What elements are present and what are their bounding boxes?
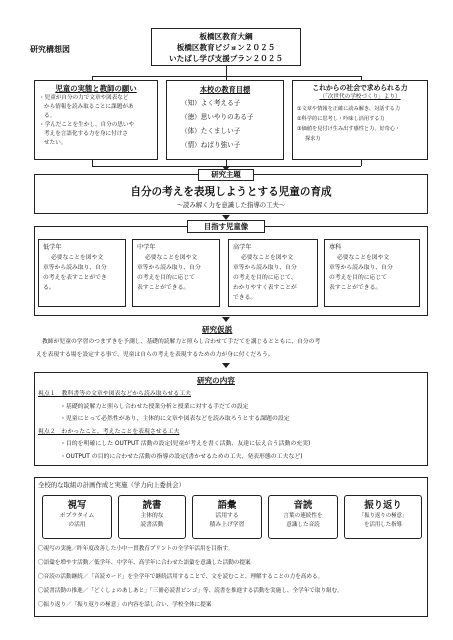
- school-plan-title: 全校的な取組の計画作成と実施（学力向上委員会）: [38, 481, 185, 489]
- school-goals-list: （知）よく考える子 （徳）思いやりのある子 （体）たくましい子 （情）ねばり強い子: [181, 99, 254, 149]
- children-status-title: 児童の実態と教師の願い: [55, 84, 137, 93]
- plan-card-transcription: 視写 ポプラタイム の活用: [42, 495, 112, 539]
- research-theme-label: 研究主題: [198, 169, 254, 181]
- school-plan-bullets: 〇視写の実施／昨年度改善した小中一貫教育プリントの全学年活用を目指す。 〇語彙を増やす活動／低学年、中学年、高学年に合わせた語彙を意識した活動の提案 〇音読の活動継続／「音読カード」を全学年で継続活用することで、文を読むこと、理解することの力を高める。 〇読書活動の推進／「どくしょのあしあと」「三冊必読書ビンゴ」等、読書を推進する活動を実施し、全学年で取り組む。 〇振り返り／「振り返りの極意」の内容を話し合い、学校全体に提案: [38, 546, 343, 608]
- future-skills-subtitle: （「次世代の学校づくり」より）: [319, 94, 401, 100]
- plan-card-vocabulary: 語彙 活用する 積み上げ学習: [192, 495, 262, 539]
- point1-title: 視点１ 教科書等の文章や図表などから読み取らせる工夫: [38, 391, 191, 397]
- grade-label: 低学年: [43, 244, 62, 251]
- policy-line-2: 板橋区教育ビジョン２０２５: [176, 43, 276, 52]
- future-skills-box: [292, 80, 428, 160]
- page-title: 研究構想図: [30, 45, 70, 54]
- future-skills-title: これからの社会で求められる力: [312, 84, 408, 92]
- target-column-lower: 低学年 必要なことを図や文 章等から読み取り、自分 の考えを表すことができ る。: [38, 239, 126, 307]
- grade-label: 高学年: [233, 244, 252, 251]
- point2-title: 視点２ わかったこと、考えたことを表現させる工夫: [38, 428, 180, 435]
- grade-label: 中学年: [137, 244, 156, 251]
- school-goals-title: 本校の教育目標: [199, 85, 251, 94]
- policy-line-1: 板橋区教育大綱: [199, 32, 253, 41]
- target-column-middle: 中学年 必要なことを図や文 章等から読み取り、自分 の考えを目的に応じて 表すことができる。: [132, 239, 220, 307]
- target-column-upper: 高学年 必要なことを図や文 章等から読み取り、自分 の考えを目的に応じて、 わかりやすく表すことが できる。: [228, 239, 318, 307]
- future-skills-list: ①文章や情報を正確に読み解き、対話する力 ②科学的に思考し・吟味し活用する力 ③価値を見付け生み出す感性と力、好奇心・ 探求力: [297, 106, 401, 142]
- policy-line-3: いたばし学び支援プラン２０２５: [169, 54, 283, 63]
- research-content-points: 視点１ 教科書等の文章や図表などから読み取らせる工夫 ・基礎的読解力と照らし合わせた授業分析と授業に対する手だての設定 ・児童にとって必然性があり、主体的に文章や図表などを読み取ろうとする課題の設定 視点２ わかったこと、考えたことを表現させる工夫 ・目的を明確にした OUTPUT 活動の設定(児童が考えを書く活動、友達に伝え合う活動の充実) ・OUTPUT の目的に合わせた活動の指導の設定(書かせるための工夫、発表形態の工夫など): [38, 388, 426, 463]
- grade-label: 専科: [329, 244, 342, 251]
- school-goals-box: [166, 80, 284, 160]
- target-children-label: 目指す児童像: [187, 220, 265, 233]
- plan-card-reflection: 振り返り 「振り返りの極意」 を活用した指導: [344, 495, 422, 539]
- plan-card-reading: 読書 主体的な 読書活動: [118, 495, 186, 539]
- research-theme-sub: ～読み解く力を意識した指導の工夫～: [176, 201, 286, 209]
- children-status-box: [34, 80, 158, 160]
- plan-card-read-aloud: 音読 言葉の連続性を 意識した音読: [268, 495, 338, 539]
- research-content-label: 研究の内容: [197, 376, 235, 385]
- hypothesis-text: 教師が児童の学習のつまずきを予測し、基礎的読解力と照らし合わせて手だてを講じるとともに、自分の考 えを表現する場を設定する事で、児童は自らの考えを表現するための力が身に付くだろう。: [36, 339, 321, 358]
- children-status-list: ・児童が自分の力で文章や図表など から情報を読み取ることに課題があ る。 ・学んだことを生かし、自分の思いや 考えを言語化する力を身に付けさ せたい。: [39, 95, 135, 146]
- target-column-specialist: 専科 必要なことを図や文 章等から読み取り、自分 の考えを目的に応じて 表すことができる。: [324, 239, 420, 307]
- hypothesis-label: 研究仮説: [202, 325, 233, 334]
- top-policy-box: [151, 28, 301, 66]
- research-theme-main: 自分の考えを表現しようとする児童の育成: [130, 186, 332, 198]
